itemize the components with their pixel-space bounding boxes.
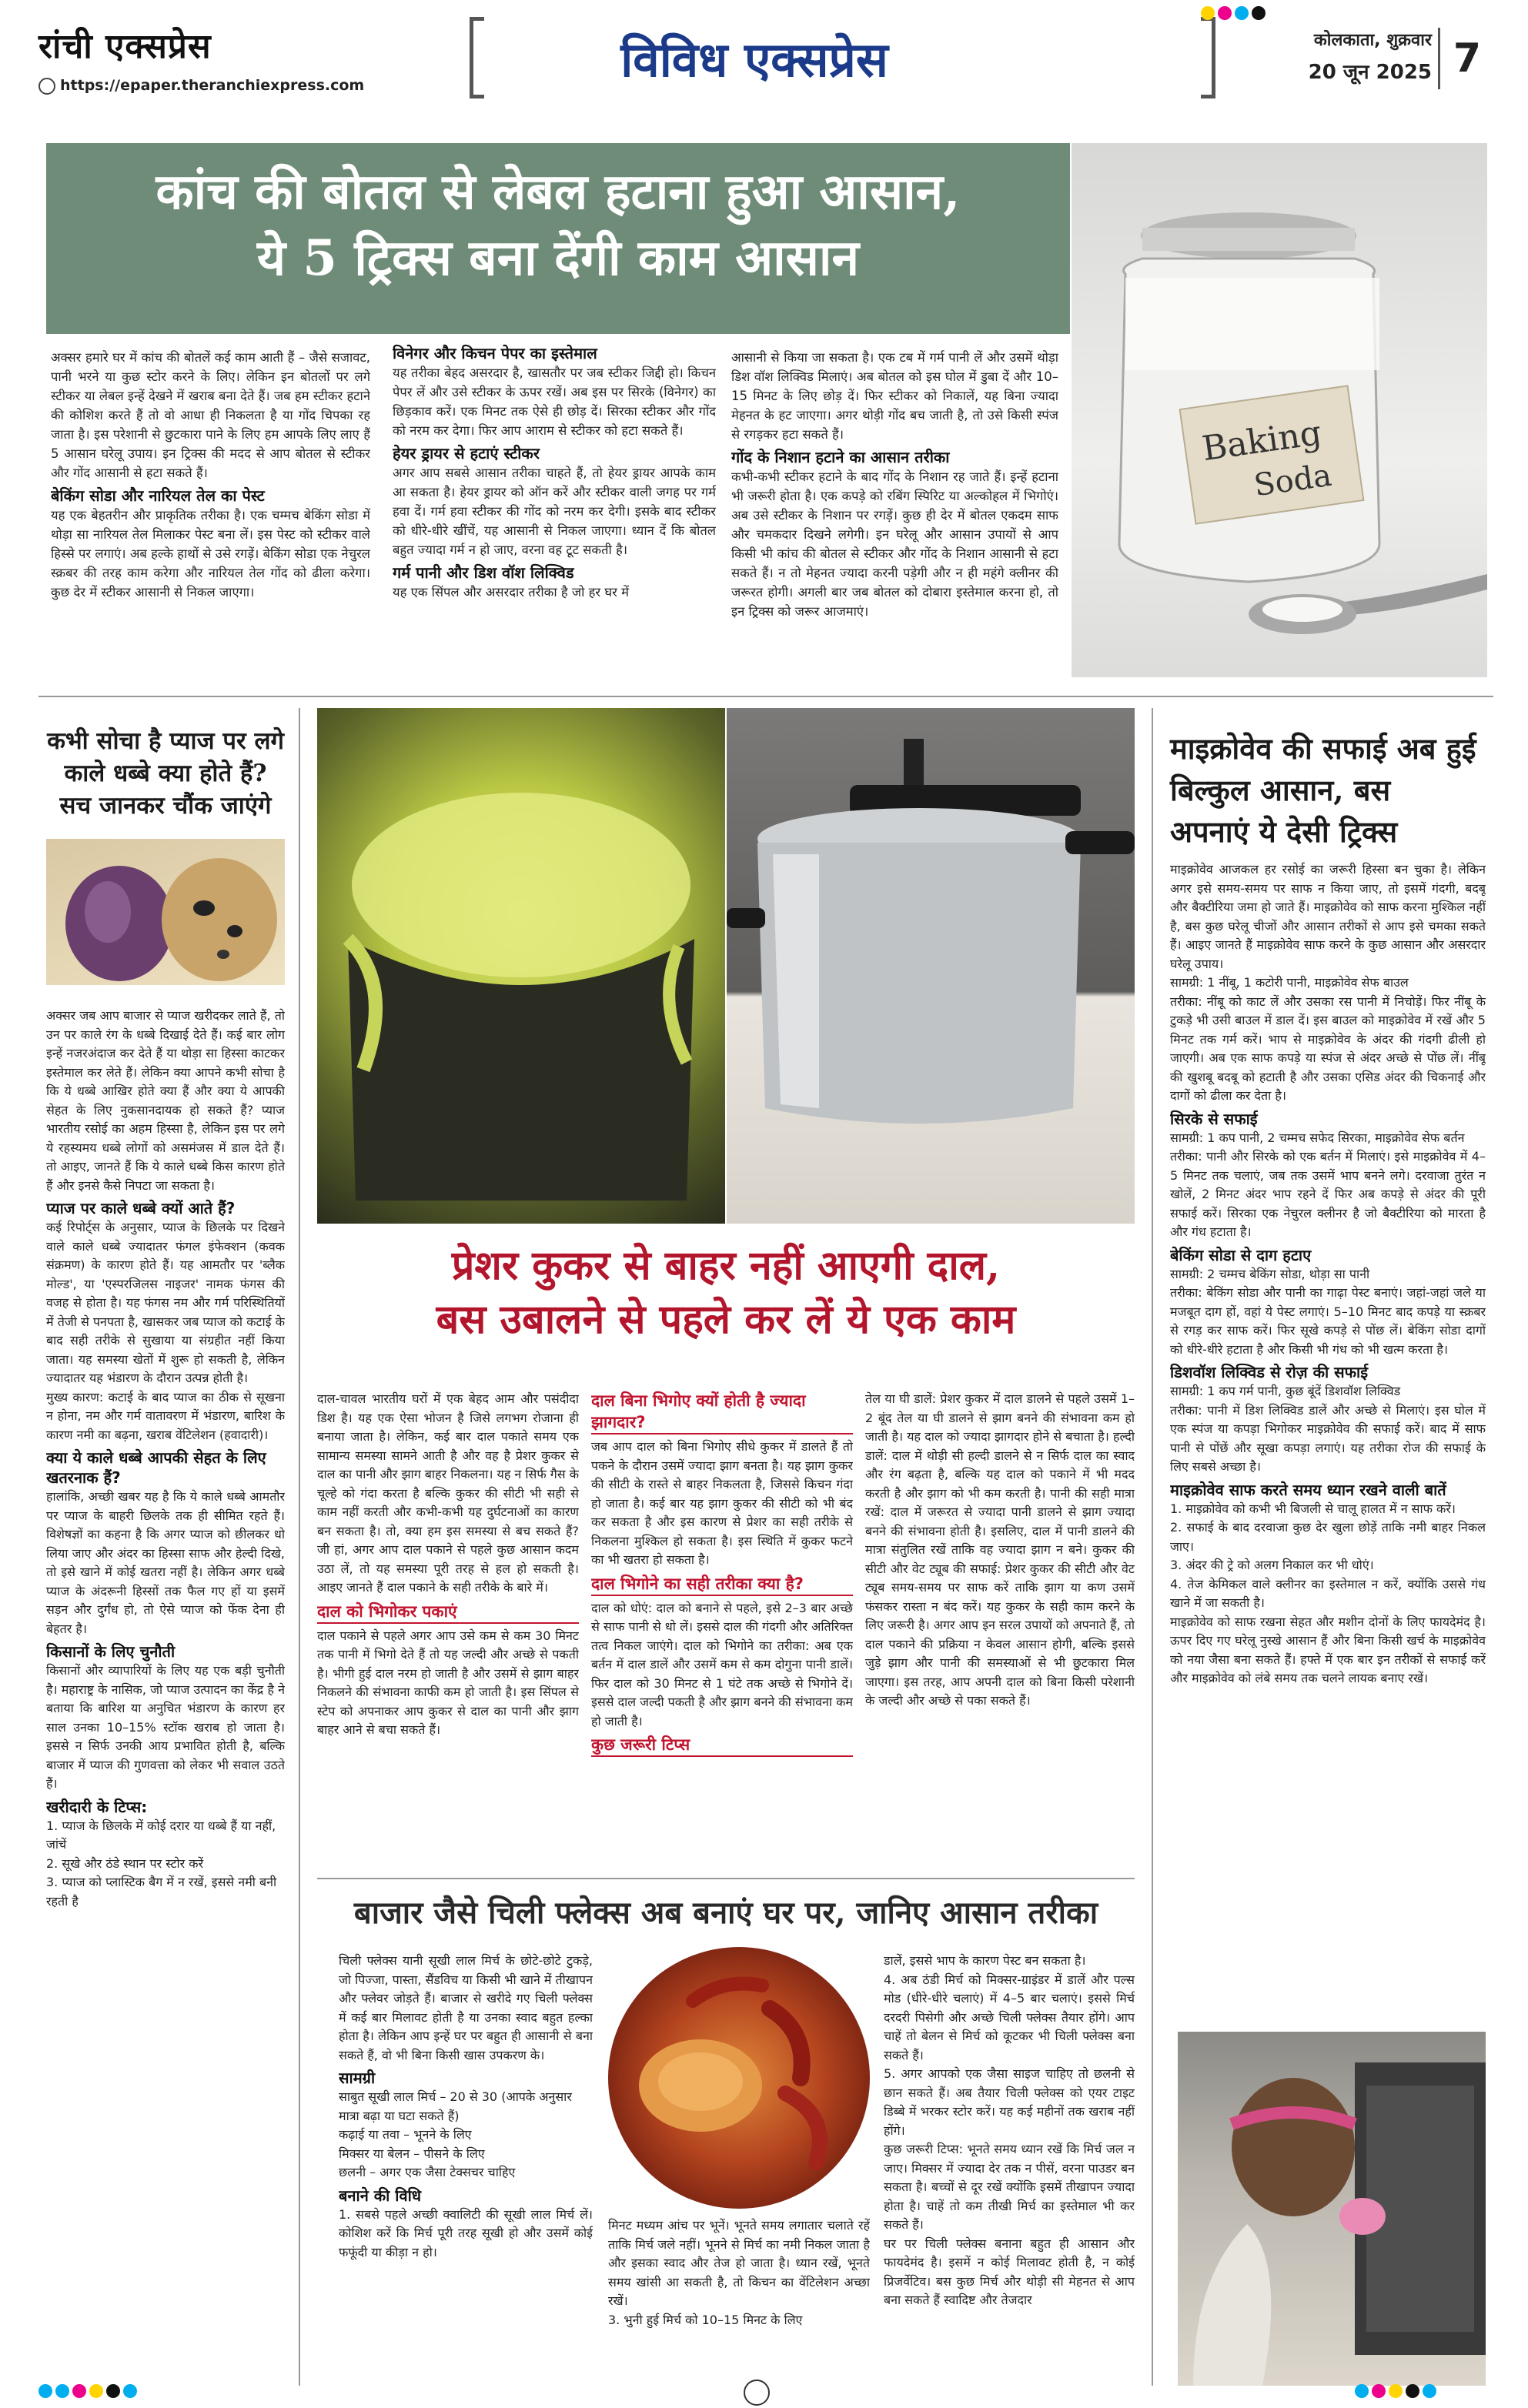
article1-col3: आसानी से किया जा सकता है। एक टब में गर्म पानी लें और उसमें थोड़ा डिश वॉश लिक्विड मिलाएं। अब बोतल को इस घोल में डुबा दें और 10–15 मिनट के लिए छोड़ दें। फिर स्टीकर को निकालें, यह बिना ज्यादा मेहनत के हट जाएगा। अगर थोड़ी गोंद बच जाती है, तो उसे किसी स्पंज से रगड़कर हटा सकते हैं। गोंद के निशान हटाने का आसान तरीका कभी-कभी स्टीकर हटाने के बाद गोंद के निशान रह जाते हैं। इन्हें हटाना भी जरूरी होता है। एक कपड़े को रबिंग स्पिरिट या अल्कोहल में भिगोएं। अब उसे स्टीकर के निशान पर रगड़ें। कुछ ही देर में बोतल एकदम साफ और चमकदार दिखने लगेगी। इन घरेलू और आसान उपायों से आप किसी भी कांच की बोतल से स्टीकर और गोंद के निशान आसानी से हटा सकते हैं। न तो मेहनत ज्यादा करनी पड़ेगी और न ही महंगे क्लीनर की जरूरत होगी। अगली बार जब बोतल को दोबारा इस्तेमाल करना हो, तो इन ट्रिक्स को जरूर आजमाएं। <box>731 350 1058 619</box>
dateline <box>1270 28 1432 85</box>
article1-col2: विनेगर और किचन पेपर का इस्तेमाल यह तरीका बेहद असरदार है, खासतौर पर जब स्टीकर जिद्दी हो। किचन पेपर लें और उसे स्टीकर के ऊपर रखें। अब इस पर सिरके (विनेगर) का छिड़काव करें। एक मिनट तक ऐसे ही छोड़ दें। सिरका स्टीकर और गोंद को नरम कर देगा। फिर आप आराम से स्टीकर को हटा सकते हैं। हेयर ड्रायर से हटाएं स्टीकर अगर आप सबसे आसान तरीका चाहते हैं, तो हेयर ड्रायर आपके काम आ सकता है। हेयर ड्रायर को ऑन करें और स्टीकर वाली जगह पर गर्म हवा दें। गर्म हवा स्टीकर की गोंद को नरम कर देगी। इसके बाद स्टीकर को धीरे-धीरे खींचें, यह आसानी से निकल जाएगा। ध्यान दें कि बोतल बहुत ज्यादा गर्म न हो जाए, वरना वह टूट सकती है। गर्म पानी और डिश वॉश लिक्विड यह एक सिंपल और असरदार तरीका है जो हर घर में <box>393 344 716 599</box>
jar-label-soda: Soda <box>1252 457 1334 504</box>
pressure-cooker-photo <box>727 708 1135 1224</box>
cooker-col3: तेल या घी डालें: प्रेशर कुकर में दाल डालने से पहले उसमें 1–2 बूंद तेल या घी डालने से झाग बनने की संभावना कम हो जाती है। यह दाल को ज्यादा झागदार होने से बचाता है। हल्दी डालें: दाल में थोड़ी सी हल्दी डालने से न सिर्फ दाल का स्वाद और रंग बढ़ता है, बल्कि यह दाल को पकाने में भी मदद करती है और झाग को भी कम करती है। पानी की सही मात्रा रखें: दाल में जरूरत से ज्यादा पानी डालने से झाग ज्यादा बनने की संभावना होती है। इसलिए, दाल में पानी डालने की मात्रा संतुलित रखें ताकि वह ज्यादा झाग न बने। कुकर की सीटी और वेट ट्यूब की सफाई: प्रेशर कुकर की सीटी और वेट ट्यूब समय-समय पर साफ करें ताकि झाग या कण उसमें फंसकर रास्ता न बंद करें। यह कुकर के सही काम करने के लिए जरूरी है। अगर आप इन सरल उपायों को अपनाते हैं, तो दाल पकाने की प्रक्रिया न केवल आसान होगी, बल्कि इससे जुड़े झाग और पानी की समस्याओं से भी छुटकारा मिल जाएगा। इस तरह, आप अपनी दाल को बिना किसी परेशानी के जल्दी और अच्छे से पका सकते हैं। <box>865 1391 1135 1708</box>
chili-col1: चिली फ्लेक्स यानी सूखी लाल मिर्च के छोटे-छोटे टुकड़े, जो पिज्जा, पास्ता, सैंडविच या किसी भी खाने में तीखापन और फ्लेवर जोड़ते हैं। बाजार से खरीदे गए चिली फ्लेक्स में कई बार मिलावट होती है या उनका स्वाद बहुत हल्का होता है। लेकिन आप इन्हें घर पर बहुत ही आसानी से बना सकते हैं, वो भी बिना किसी खास उपकरण के। सामग्री साबुत सूखी लाल मिर्च – 20 से 30 (आपके अनुसार मात्रा बढ़ा या घटा सकते हैं) कढ़ाई या तवा – भूनने के लिए मिक्सर या बेलन – पीसने के लिए छलनी – अगर एक जैसा टेक्सचर चाहिए बनाने की विधि 1. सबसे पहले अच्छी क्वालिटी की सूखी लाल मिर्च लें। कोशिश करें कि मिर्च पूरी तरह सूखी हो और उसमें कोई फफूंदी या कीड़ा न हो। <box>339 1953 593 2259</box>
divider-right <box>1152 708 1153 2386</box>
register-crosshair-icon <box>744 2380 770 2406</box>
globe-icon <box>38 78 55 95</box>
chili-headline: बाजार जैसे चिली फ्लेक्स अब बनाएं घर पर, जानिए आसान तरीका <box>353 1895 1098 1931</box>
section-title: विविध एक्सप्रेस <box>620 32 888 88</box>
chili-col2: मिनट मध्यम आंच पर भूनें। भूनते समय लगातार चलाते रहें ताकि मिर्च जले नहीं। भूनने से मिर्च का नमी निकल जाता है और इसका स्वाद और तेज हो जाता है। ध्यान रखें, भूनते समय खांसी आ सकती है, तो किचन का वेंटिलेशन अच्छा रखें। 3. भुनी हुई मिर्च को 10–15 मिनट के लिए <box>608 2218 870 2327</box>
microwave-headline: माइक्रोवेव की सफाई अब हुई बिल्कुल आसान, बस अपनाएं ये देसी ट्रिक्स <box>1170 731 1476 849</box>
masthead <box>0 0 1528 108</box>
chili-flakes-photo <box>608 1947 870 2209</box>
register-marks-bottom-left <box>38 2384 140 2401</box>
onion-body: अक्सर जब आप बाजार से प्याज खरीदकर लाते हैं, तो उन पर काले रंग के धब्बे दिखाई देते हैं। कई बार लोग इन्हें नजरअंदाज कर देते हैं या थोड़ा सा हिस्सा काटकर इस्तेमाल कर लेते हैं। लेकिन क्या आपने कभी सोचा है कि ये धब्बे आखिर होते क्या हैं और क्या ये आपकी सेहत के लिए नुकसानदायक हो सकते हैं? प्याज भारतीय रसोई का अहम हिस्सा है, लेकिन इस पर लगे ये रहस्यमय धब्बे लोगों को असमंजस में डाल देते हैं। तो आइए, जानते हैं कि ये काले धब्बे किस कारण होते हैं और इनसे कैसे निपटा जा सकता है। प्याज पर काले धब्बे क्यों आते हैं? कई रिपोर्ट्स के अनुसार, प्याज के छिलके पर दिखने वाले काले धब्बे ज्यादातर फंगल इंफेक्शन (कवक संक्रमण) के कारण होते हैं। यह आमतौर पर 'ब्लैक मोल्ड', या 'एस्परजिलस नाइजर' नामक फंगस की वजह से होता है। यह फंगस नम और गर्म परिस्थितियों में तेजी से पनपता है, खासकर जब प्याज को कटाई के बाद सही तरीके से सुखाया या संग्रहीत नहीं किया जाता। यह समस्या खेतों में शुरू हो सकती है, लेकिन ज्यादातर यह भंडारण के दौरान उत्पन्न होती है। मुख्य कारण: कटाई के बाद प्याज का ठीक से सूखना न होना, नम और गर्म वातावरण में भंडारण, बारिश के कारण नमी का बढ़ना, खराब वेंटिलेशन (हवादारी)। क्या ये काले धब्बे आपकी सेहत के लिए खतरनाक हैं? हालांकि, अच्छी खबर यह है कि ये काले धब्बे आमतौर पर प्याज के बाहरी छिलके तक ही सीमित रहते हैं। विशेषज्ञों का कहना है कि अगर प्याज को छीलकर धो लिया जाए और अंदर का हिस्सा साफ और हेल्दी दिखे, तो इसे खाने में कोई खतरा नहीं है। लेकिन अगर धब्बे प्याज के अंदरूनी हिस्सों तक फैल गए हों या इसमें सड़न और दुर्गंध हो, तो ऐसे प्याज को फेंक देना ही बेहतर है। किसानों के लिए चुनौती किसानों और व्यापारियों के लिए यह एक बड़ी चुनौती है। महाराष्ट्र के नासिक, जो प्याज उत्पादन का केंद्र है ने बताया कि बारिश या अनुचित भंडारण के कारण हर साल उनका 10–15% स्टॉक खराब हो जाता है। इससे न सिर्फ उनकी आय प्रभावित होती है, बल्कि बाजार में प्याज की गुणवत्ता को लेकर भी सवाल उठते हैं। खरीदारी के टिप्स: 1. प्याज के छिलके में कोई दरार या धब्बे हैं या नहीं, जांचें 2. सूखे और ठंडे स्थान पर स्टोर करें 3. प्याज को प्लास्टिक बैग में न रखें, इससे नमी बनी रहती है <box>46 1008 285 1909</box>
cooker-col1: दाल-चावल भारतीय घरों में एक बेहद आम और पसंदीदा डिश है। यह एक ऐसा भोजन है जिसे लगभग रोजाना ही बनाया जाता है। लेकिन, कई बार दाल पकाते समय एक सामान्य समस्या सामने आती है और वह है प्रेशर कुकर से दाल का पानी और झाग बाहर निकलना। यह न सिर्फ गैस के चूल्हे को गंदा करता है बल्कि कुकर की सीटी भी सही से काम नहीं करती और कभी-कभी यह दुर्घटनाओं का कारण बन सकता है। तो, क्या हम इस समस्या से बच सकते हैं? जी हां, अगर आप दाल पकाने से पहले कुछ आसान कदम उठा लें, तो यह समस्या पूरी तरह से हल हो सकती है। आइए जानते हैं दाल पकाने के सही तरीके के बारे में। दाल को भिगोकर पकाएं दाल पकाने से पहले अगर आप उसे कम से कम 30 मिनट तक पानी में भिगो देते हैं तो यह जल्दी और अच्छे से पकती है। भीगी हुई दाल नरम हो जाती है और उसमें से झाग बाहर निकलने की संभावना काफी कम हो जाती है। इस सिंपल से स्टेप को अपनाकर आप कुकर से दाल का पानी और झाग बाहर आने से बचा सकते हैं। <box>317 1391 579 1737</box>
cooker-col2: दाल बिना भिगोए क्यों होती है ज्यादा झागदार? जब आप दाल को बिना भिगोए सीधे कुकर में डालते हैं तो पकने के दौरान उसमें ज्यादा झाग बनता है। यह झाग कुकर की सीटी के रास्ते से बाहर निकलता है, जिससे किचन गंदा हो जाता है। कई बार यह झाग कुकर की सीटी को भी बंद कर सकता है और इस कारण से प्रेशर का सही तरीके से निकलना मुश्किल हो सकता है। इस स्थिति में कुकर फटने का भी खतरा हो सकता है। दाल भिगोने का सही तरीका क्या है? दाल को धोएं: दाल को बनाने से पहले, इसे 2–3 बार अच्छे से साफ पानी से धो लें। इससे दाल की गंदगी और अतिरिक्त तत्व निकल जाएंगे। दाल को भिगोने का तरीका: अब एक बर्तन में दाल डालें और उसमें कम से कम दोगुना पानी डालें। फिर दाल को 30 मिनट से 1 घंटे तक अच्छे से भिगोने दें। इससे दाल जल्दी पकती है और झाग बनने की संभावना कम हो जाती है। कुछ जरूरी टिप्स <box>591 1390 853 1867</box>
microwave-body: माइक्रोवेव आजकल हर रसोई का जरूरी हिस्सा बन चुका है। लेकिन अगर इसे समय-समय पर साफ न किया जाए, तो इसमें गंदगी, बदबू और बैक्टीरिया जमा हो जाते हैं। माइक्रोवेव को साफ करना मुश्किल नहीं है, बस कुछ घरेलू चीजों और आसान तरीकों से आप इसे चमका सकते हैं। आइए जानते हैं माइक्रोवेव साफ करने के कुछ आसान और असरदार घरेलू उपाय। सामग्री: 1 नींबू, 1 कटोरी पानी, माइक्रोवेव सेफ बाउल तरीका: नींबू को काट लें और उसका रस पानी में निचोड़ें। फिर नींबू के टुकड़े भी उसी बाउल में डाल दें। इस बाउल को माइक्रोवेव में रखें और 5 मिनट तक गर्म करें। भाप से माइक्रोवेव के अंदर की गंदगी ढीली हो जाएगी। अब एक साफ कपड़े या स्पंज से अंदर अच्छे से पोंछ लें। नींबू की खुशबू बदबू को हटाती है और उसका एसिड अंदर की चिकनाई और दागों को ढीला कर देता है। सिरके से सफाई सामग्री: 1 कप पानी, 2 चम्मच सफेद सिरका, माइक्रोवेव सेफ बर्तन तरीका: पानी और सिरके को एक बर्तन में मिलाएं। इसे माइक्रोवेव में 4–5 मिनट तक चलाएं, जब तक उसमें भाप बनने लगे। दरवाजा तुरंत न खोलें, 2 मिनट अंदर भाप रहने दें फिर अब कपड़े से अंदर की पूरी सफाई करें। सिरका एक नेचुरल क्लीनर है जो बैक्टीरिया को मारता है और गंध हटाता है। बेकिंग सोडा से दाग हटाए सामग्री: 2 चम्मच बेकिंग सोडा, थोड़ा सा पानी तरीका: बेकिंग सोडा और पानी का गाढ़ा पेस्ट बनाएं। जहां-जहां जले या मजबूत दाग हों, वहां ये पेस्ट लगाएं। 5–10 मिनट बाद कपड़े या स्क्रबर से रगड़ कर साफ करें। फिर सूखे कपड़े से पोंछ लें। बेकिंग सोडा दागों को धीरे-धीरे हटाता है और किसी भी गंध को भी खत्म करता है। डिशवॉश लिक्विड से रोज़ की सफाई सामग्री: 1 कप गर्म पानी, कुछ बूंदें डिशवॉश लिक्विड तरीका: पानी में डिश लिक्विड डालें और अच्छे से मिलाएं। इस घोल में एक स्पंज या कपड़ा भिगोकर माइक्रोवेव की सफाई करें। बाद में साफ पानी से पोंछें और सूखा कपड़ा लगाएं। यह तरीका रोज की सफाई के लिए सबसे अच्छा है। माइक्रोवेव साफ करते समय ध्यान रखने वाली बातें 1. माइक्रोवेव को कभी भी बिजली से चालू हालत में न साफ करें। 2. सफाई के बाद दरवाजा कुछ देर खुला छोड़ें ताकि नमी बाहर निकल जाए। 3. अंदर की ट्रे को अलग निकाल कर भी धोएं। 4. तेज केमिकल वाले क्लीनर का इस्तेमाल न करें, क्योंकि उससे गंध खाने में जा सकती है। माइक्रोवेव को साफ रखना सेहत और मशीन दोनों के लिए फायदेमंद है। ऊपर दिए गए घरेलू नुस्खे आसान हैं और बिना किसी खर्च के माइक्रोवेव को नया जैसा बना सकते हैं। हफ्ते में एक बार इन तरीकों से सफाई करें और माइक्रोवेव को लंबे समय तक चलने लायक बनाए रखें। <box>1170 862 1486 1685</box>
article1-headline: कांच की बोतल से लेबल हटाना हुआ आसान, ये 5 ट्रिक्स बना देंगी काम आसान <box>46 143 1070 334</box>
cooker-headline: प्रेशर कुकर से बाहर नहीं आएगी दाल, बस उबालने से पहले कर लें ये एक काम <box>436 1242 1016 1343</box>
section-bracket-left <box>470 17 484 99</box>
jar-label-baking: Baking <box>1199 413 1324 469</box>
register-marks-bottom-right <box>1355 2384 1439 2401</box>
register-marks-top <box>1201 6 1269 23</box>
onion-photo <box>46 839 285 985</box>
chili-col3: डालें, इससे भाप के कारण पेस्ट बन सकता है। 4. अब ठंडी मिर्च को मिक्सर-ग्राइंडर में डालें और पल्स मोड (धीरे-धीरे चलाएं) में 4–5 बार चलाएं। इससे मिर्च दरदरी पिसेगी और अच्छे चिली फ्लेक्स तैयार होंगे। आप चाहें तो बेलन से मिर्च को कूटकर भी चिली फ्लेक्स बना सकते हैं। 5. अगर आपको एक जैसा साइज चाहिए तो छलनी से छान सकते हैं। अब तैयार चिली फ्लेक्स को एयर टाइट डिब्बे में भरकर स्टोर करें। यह कई महीनों तक खराब नहीं होंगे। कुछ जरूरी टिप्स: भूनते समय ध्यान रखें कि मिर्च जल न जाए। मिक्सर में ज्यादा देर तक न पीसें, वरना पाउडर बन सकता है। बच्चों से दूर रखें क्योंकि इसमें तीखापन ज्यादा होता है। चाहें तो कम तीखी मिर्च का इस्तेमाल भी कर सकते हैं। घर पर चिली फ्लेक्स बनाना बहुत ही आसान और फायदेमंद है। इसमें न कोई मिलावट होती है, न कोई प्रिजर्वेटिव। बस कुछ मिर्च और थोड़ी सी मेहनत से आप बना सकते हैं स्वादिष्ट और तेजदार <box>884 1953 1135 2307</box>
divider-chili <box>317 1878 1135 1879</box>
page-number: 7 <box>1438 28 1494 89</box>
issue-date: 20 जून 2025 <box>1308 61 1432 84</box>
article1-col1: अक्सर हमारे घर में कांच की बोतलें कई काम आती हैं – जैसे सजावट, पानी भरने या कुछ स्टोर करने के लिए। लेकिन इन बोतलों पर लगे स्टीकर या लेबल इन्हें देखने में खराब बना देते हैं। जब हम स्टीकर हटाने की कोशिश करते हैं तो वो आधा ही निकलता है या गोंद चिपका रह जाता है। इस परेशानी से छुटकारा पाने के लिए हम आपके लिए लाए हैं 5 आसान घरेलू उपाय। इन ट्रिक्स की मदद से आप बोतल से स्टीकर और गोंद आसानी से हटा सकते हैं। बेकिंग सोडा और नारियल तेल का पेस्ट यह एक बेहतरीन और प्राकृतिक तरीका है। एक चम्मच बेकिंग सोडा में थोड़ा सा नारियल तेल मिलाकर पेस्ट बना लें। इस पेस्ट को स्टीकर वाले हिस्से पर लगाएं। अब हल्के हाथों से उसे रगड़ें। बेकिंग सोडा एक नेचुरल स्क्रबर की तरह काम करेगा और नारियल तेल गोंद को ढीला करेगा। कुछ देर में स्टीकर आसानी से निकल जाएगा। <box>51 350 370 599</box>
microwave-cleaning-photo <box>1178 2032 1486 2386</box>
paper-name: रांची एक्सप्रेस <box>38 27 212 66</box>
divider-top <box>38 696 1493 697</box>
paper-url[interactable]: https://epaper.theranchiexpress.com <box>38 77 364 95</box>
city-day: कोलकाता, शुक्रवार <box>1313 31 1432 50</box>
dal-pot-photo <box>317 708 725 1224</box>
onion-headline: कभी सोचा है प्याज पर लगे काले धब्बे क्या होते हैं? सच जानकर चौंक जाएंगे <box>47 727 284 820</box>
divider-left <box>299 708 300 2386</box>
section-bracket-right <box>1201 17 1215 99</box>
baking-soda-photo <box>1072 143 1487 677</box>
